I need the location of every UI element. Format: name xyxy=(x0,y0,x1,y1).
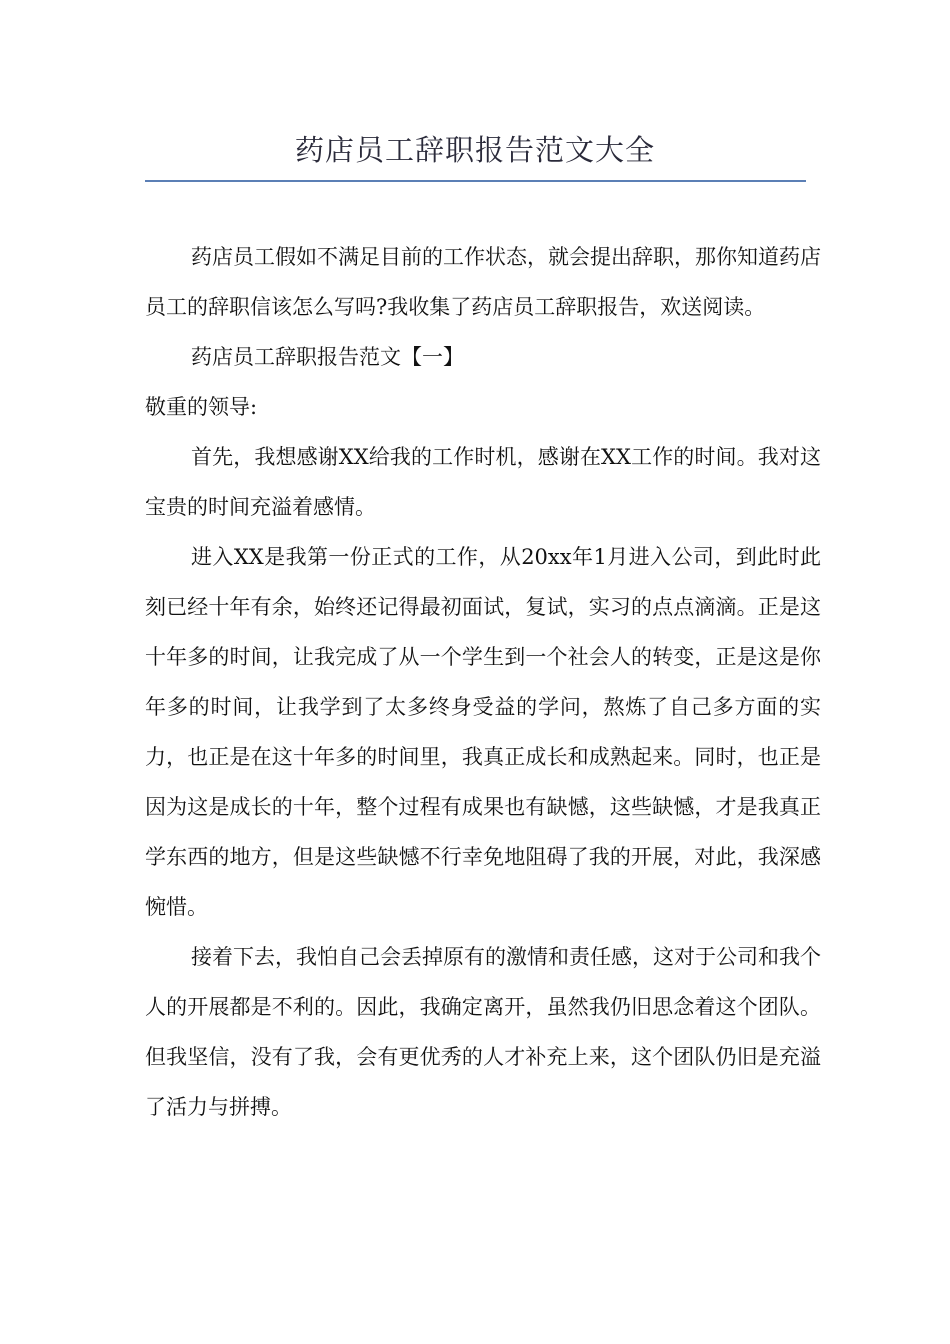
document-body xyxy=(145,232,821,1132)
paragraph-1: 首先，我想感谢XX给我的工作时机，感谢在XX工作的时间。我对这宝贵的时间充溢着感情。 xyxy=(145,445,821,519)
section-heading: 药店员工辞职报告范文【一】 xyxy=(191,345,464,369)
intro-paragraph: 药店员工假如不满足目前的工作状态，就会提出辞职，那你知道药店员工的辞职信该怎么写吗?我收集了药店员工辞职报告，欢送阅读。 xyxy=(145,245,821,319)
title-underline xyxy=(145,180,806,182)
document-title: 药店员工辞职报告范文大全 xyxy=(294,133,655,167)
paragraph-3: 接着下去，我怕自己会丢掉原有的激情和责任感，这对于公司和我个人的开展都是不利的。因此，我确定离开，虽然我仍旧思念着这个团队。但我坚信，没有了我，会有更优秀的人才补充上来，这个团队仍旧是充溢了活力与拼搏。 xyxy=(145,945,821,1119)
salutation: 敬重的领导: xyxy=(145,395,258,419)
paragraph-2: 进入XX是我第一份正式的工作，从20xx年1月进入公司，到此时此刻已经十年有余，始终还记得最初面试，复试，实习的点点滴滴。正是这十年多的时间，让我完成了从一个学生到一个社会人的转变，正是这是你年多的时间，让我学到了太多终身受益的学问，熬炼了自己多方面的实力，也正是在这十年多的时间里，我真正成长和成熟起来。同时，也正是因为这是成长的十年，整个过程有成果也有缺憾，这些缺憾，才是我真正学东西的地方，但是这些缺憾不行幸免地阻碍了我的开展，对此，我深感惋惜。 xyxy=(145,545,821,919)
